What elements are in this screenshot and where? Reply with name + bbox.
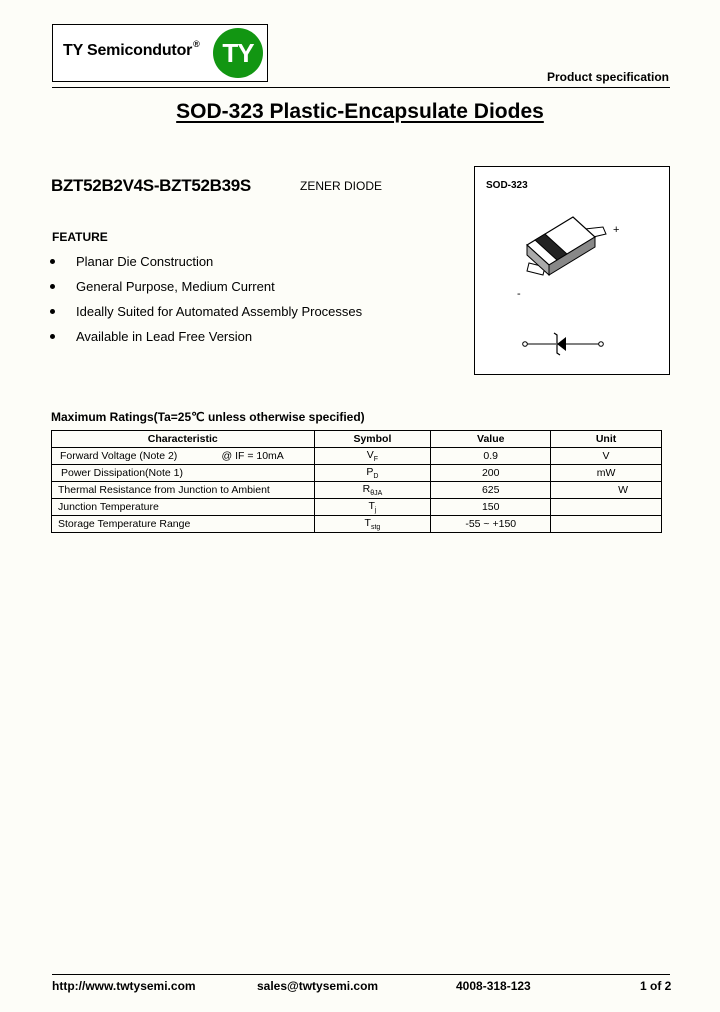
footer-email-link[interactable]: sales@twtysemi.com [257, 979, 379, 993]
table-row [52, 482, 662, 499]
symbol-cell [314, 516, 431, 533]
company-name [63, 39, 200, 60]
unit-cell [551, 499, 662, 516]
bullet-icon [50, 309, 55, 314]
product-specification-label: Product specification [546, 70, 669, 84]
minus-sign: - [517, 288, 521, 300]
feature-list [50, 254, 362, 354]
feature-text: Planar Die Construction [76, 254, 214, 269]
feature-text: Ideally Suited for Automated Assembly Processes [76, 304, 363, 319]
document-title: SOD-323 Plastic-Encapsulate Diodes [176, 100, 544, 123]
part-number: BZT52B2V4S-BZT52B39S [51, 176, 251, 195]
unit-cell: V [551, 448, 662, 465]
unit-cell [551, 516, 662, 533]
table-header-row [52, 431, 662, 448]
footer-divider [52, 974, 670, 975]
value-cell: 625 [431, 482, 551, 499]
footer-page-number: 1 of 2 [640, 979, 672, 993]
value-cell: 200 [431, 465, 551, 482]
feature-item [50, 329, 362, 354]
characteristic-cell: Power Dissipation(Note 1) [52, 465, 315, 482]
value-cell: 0.9 [431, 448, 551, 465]
value-cell: 150 [431, 499, 551, 516]
ratings-heading: Maximum Ratings(Ta=25℃ unless otherwise specified) [51, 410, 365, 424]
ty-logo-icon: TY [213, 28, 263, 78]
bullet-icon [50, 334, 55, 339]
bullet-icon [50, 284, 55, 289]
symbol-cell [314, 482, 431, 499]
column-header: Unit [551, 431, 662, 448]
plus-sign: + [613, 224, 620, 236]
unit-cell: mW [551, 465, 662, 482]
symbol-cell [314, 499, 431, 516]
footer-phone: 4008-318-123 [456, 979, 531, 993]
package-title: SOD-323 [486, 180, 528, 191]
feature-heading: FEATURE [52, 230, 108, 244]
company-name-text: TY Semicondutor [63, 42, 193, 59]
characteristic-cell: Storage Temperature Range [52, 516, 315, 533]
characteristic-cell: Junction Temperature [52, 499, 315, 516]
header-divider [52, 87, 670, 88]
registered-mark: ® [193, 39, 200, 49]
ratings-table [51, 430, 662, 533]
footer-website-link[interactable]: http://www.twtysemi.com [52, 979, 196, 993]
sod323-package-icon [475, 167, 671, 376]
symbol-subscript: stg [370, 524, 381, 532]
feature-text: Available in Lead Free Version [76, 329, 253, 344]
symbol-text: T [368, 499, 375, 512]
column-header: Symbol [314, 431, 431, 448]
value-cell: -55 ~ +150 [431, 516, 551, 533]
symbol-subscript: D [373, 473, 379, 481]
part-type: ZENER DIODE [300, 179, 383, 193]
symbol-subscript: j [374, 507, 377, 515]
column-header: Value [431, 431, 551, 448]
feature-text: General Purpose, Medium Current [76, 279, 275, 294]
table-row [52, 448, 662, 465]
table-row [52, 465, 662, 482]
characteristic-cell: Thermal Resistance from Junction to Ambient [52, 482, 315, 499]
package-diagram-box [474, 166, 670, 375]
characteristic-cell [52, 448, 315, 465]
symbol-subscript: F [373, 456, 379, 464]
symbol-subscript: θJA [370, 490, 383, 498]
column-header: Characteristic [52, 431, 315, 448]
feature-item [50, 279, 362, 304]
symbol-text: V [366, 448, 374, 461]
table-row [52, 516, 662, 533]
symbol-text: P [366, 465, 374, 478]
characteristic-text: Forward Voltage (Note 2) [60, 450, 178, 462]
bullet-icon [50, 259, 55, 264]
symbol-cell [314, 465, 431, 482]
symbol-text: R [362, 482, 371, 495]
condition-text: @ IF = 10mA [221, 450, 284, 462]
feature-item [50, 254, 362, 279]
feature-item [50, 304, 362, 329]
company-logo-box [52, 24, 268, 82]
table-row [52, 499, 662, 516]
symbol-text: T [364, 516, 371, 529]
unit-cell: W [551, 482, 662, 499]
symbol-cell [314, 448, 431, 465]
